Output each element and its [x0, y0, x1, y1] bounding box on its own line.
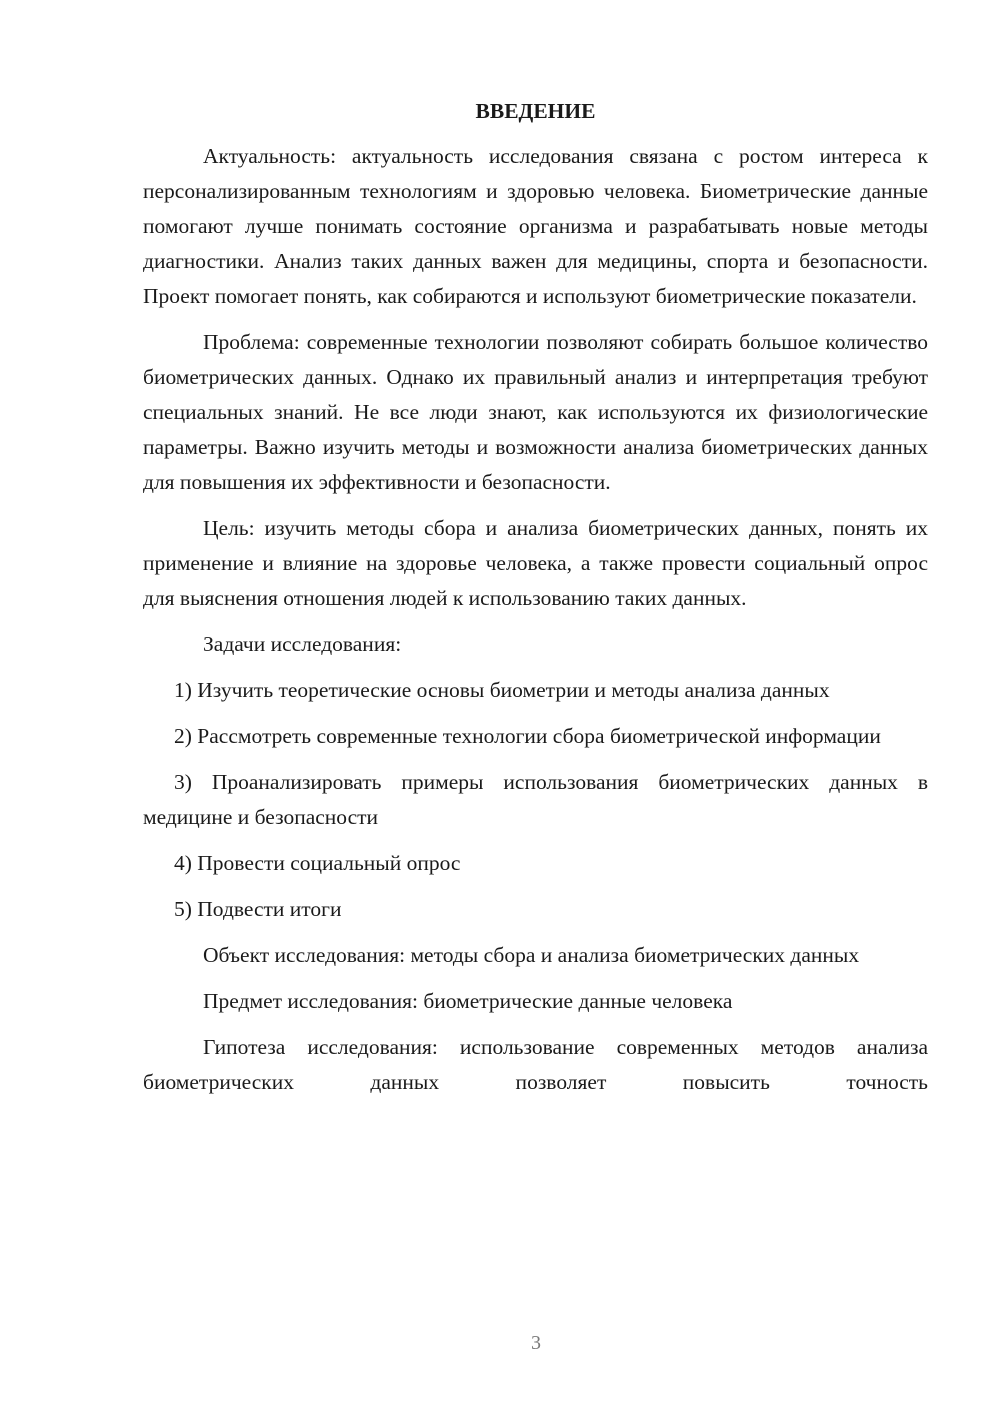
- page-content: [143, 94, 928, 1111]
- paragraph-problem: Проблема: современные технологии позволяют собирать большое количество биометрических данных. Однако их правильный анализ и интерпретация требуют специальных знаний. Не все люди знают, как используются их физиологические параметры. Важно изучить методы и возможности анализа биометрических данных для повышения их эффективности и безопасности.: [143, 330, 928, 494]
- task-item-4: 4) Провести социальный опрос: [174, 851, 461, 875]
- task-item-2: 2) Рассмотреть современные технологии сбора биометрической информации: [174, 724, 881, 748]
- task-item-1: 1) Изучить теоретические основы биометрии и методы анализа данных: [174, 678, 830, 702]
- section-title: ВВЕДЕНИЕ: [475, 99, 596, 123]
- page-number: 3: [531, 1332, 541, 1354]
- tasks-heading: Задачи исследования:: [203, 632, 402, 656]
- paragraph-hypothesis: Гипотеза исследования: использование современных методов анализа биометрических данных позволяет повысить точность: [143, 1035, 928, 1094]
- paragraph-object: Объект исследования: методы сбора и анализа биометрических данных: [203, 943, 860, 967]
- paragraph-subject: Предмет исследования: биометрические данные человека: [203, 989, 733, 1013]
- paragraph-goal: Цель: изучить методы сбора и анализа биометрических данных, понять их применение и влияние на здоровье человека, а также провести социальный опрос для выяснения отношения людей к использованию таких данных.: [143, 516, 928, 610]
- task-item-5: 5) Подвести итоги: [174, 897, 342, 921]
- paragraph-relevance: Актуальность: актуальность исследования связана с ростом интереса к персонализированным технологиям и здоровью человека. Биометрические данные помогают лучше понимать состояние организма и разрабатывать новые методы диагностики. Анализ таких данных важен для медицины, спорта и безопасности. Проект помогает понять, как собираются и используют биометрические показатели.: [143, 144, 928, 308]
- task-item-3: 3) Проанализировать примеры использования биометрических данных в медицине и безопасности: [143, 770, 928, 829]
